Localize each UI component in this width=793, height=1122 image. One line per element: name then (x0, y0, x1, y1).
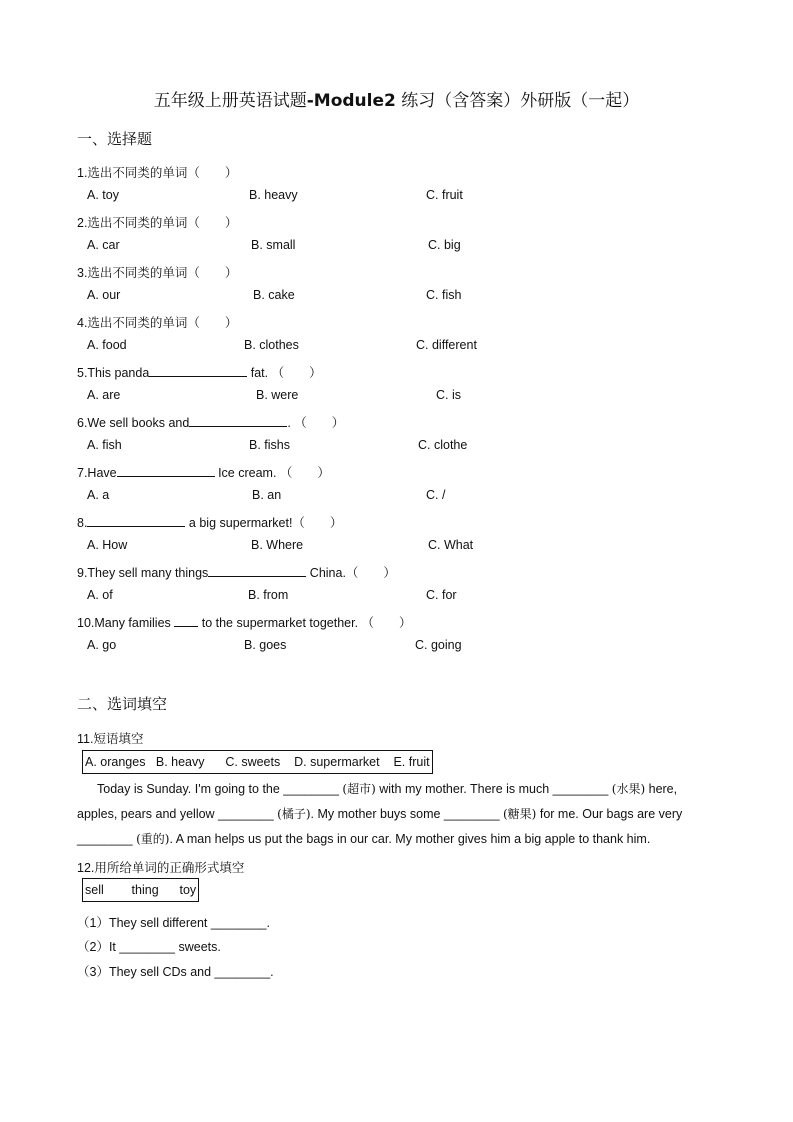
answer-blank (117, 465, 215, 477)
option-a: A. car (87, 238, 120, 252)
question-stem: 4.选出不同类的单词（ ） (77, 316, 238, 330)
option-a: A. are (87, 388, 121, 402)
question-stem (77, 413, 344, 431)
question-stem: 11.短语填空 (77, 732, 144, 746)
section-heading-choice: 一、选择题 (77, 130, 153, 148)
stem-text: 8. (77, 516, 88, 530)
option-c: C. is (436, 388, 461, 402)
sub-question: （1）They sell different ________. (77, 916, 270, 930)
cloze-hint: (重的) (136, 832, 170, 846)
option-c: C. different (416, 338, 477, 352)
cloze-text: . My mother buys some ________ (310, 807, 503, 821)
stem-text: 5.This panda (77, 366, 150, 380)
cloze-text: with my mother. There is much ________ (375, 782, 612, 796)
option-b: B. fishs (249, 438, 290, 452)
cloze-hint: (糖果) (503, 807, 537, 821)
answer-blank (87, 515, 185, 527)
stem-text: China.（ ） (306, 566, 396, 580)
title-suffix: 练习（含答案）外研版（一起） (395, 91, 640, 111)
question-stem: 1.选出不同类的单词（ ） (77, 166, 238, 180)
sub-question: （2）It ________ sweets. (77, 940, 221, 954)
option-a: A. How (87, 538, 128, 552)
cloze-text: . A man helps us put the bags in our car. My mother gives him a big apple to thank him. (169, 832, 651, 846)
stem-text: 7.Have (77, 466, 117, 480)
option-b: B. from (248, 588, 289, 602)
question-stem (77, 613, 412, 631)
option-b: B. cake (253, 288, 295, 302)
cloze-text: for me. Our bags are very ________ (77, 807, 683, 846)
option-a: A. toy (87, 188, 119, 202)
word-bank-box: A. oranges B. heavy C. sweets D. supermarket E. fruit (82, 750, 433, 774)
option-b: B. heavy (249, 188, 298, 202)
option-c: C. for (426, 588, 457, 602)
option-c: C. big (428, 238, 461, 252)
question-stem (77, 563, 396, 581)
stem-text: to the supermarket together. （ ） (198, 616, 412, 630)
title-bold: -Module2 (306, 91, 396, 111)
page-title (0, 86, 793, 111)
option-c: C. clothe (418, 438, 468, 452)
answer-blank (189, 415, 287, 427)
stem-text: fat. （ ） (247, 366, 322, 380)
option-a: A. food (87, 338, 127, 352)
option-a: A. of (87, 588, 113, 602)
option-c: C. What (428, 538, 474, 552)
answer-blank (208, 565, 306, 577)
option-b: B. goes (244, 638, 287, 652)
question-stem (77, 463, 330, 481)
option-a: A. go (87, 638, 117, 652)
title-prefix: 五年级上册英语试题 (153, 91, 307, 111)
section-heading-fill: 二、选词填空 (77, 695, 168, 713)
option-b: B. Where (251, 538, 304, 552)
stem-text: . （ ） (287, 416, 345, 430)
word-bank-box: sell thing toy (82, 878, 199, 902)
cloze-hint: (橘子) (277, 807, 311, 821)
option-c: C. / (426, 488, 446, 502)
stem-text: a big supermarket!（ ） (185, 516, 343, 530)
option-c: C. going (415, 638, 462, 652)
answer-blank (174, 615, 198, 627)
option-b: B. an (252, 488, 282, 502)
stem-text: 10.Many families (77, 616, 175, 630)
option-b: B. small (251, 238, 296, 252)
question-stem (77, 363, 322, 381)
stem-text: 6.We sell books and (77, 416, 190, 430)
option-a: A. a (87, 488, 110, 502)
cloze-hint: (超市) (342, 782, 376, 796)
option-c: C. fruit (426, 188, 463, 202)
option-b: B. clothes (244, 338, 299, 352)
stem-text: 9.They sell many things (77, 566, 209, 580)
option-a: A. our (87, 288, 121, 302)
answer-blank (149, 365, 247, 377)
option-c: C. fish (426, 288, 462, 302)
cloze-text: here, apples, pears and yellow ________ (77, 782, 678, 821)
sub-question: （3）They sell CDs and ________. (77, 965, 274, 979)
cloze-hint: (水果) (611, 782, 646, 796)
cloze-text: Today is Sunday. I'm going to the ________ (97, 782, 343, 796)
question-stem: 2.选出不同类的单词（ ） (77, 216, 238, 230)
cloze-paragraph (77, 777, 702, 852)
question-stem: 12.用所给单词的正确形式填空 (77, 861, 245, 875)
option-a: A. fish (87, 438, 122, 452)
question-stem: 3.选出不同类的单词（ ） (77, 266, 238, 280)
stem-text: Ice cream. （ ） (214, 466, 330, 480)
option-b: B. were (256, 388, 299, 402)
question-stem (77, 513, 342, 531)
